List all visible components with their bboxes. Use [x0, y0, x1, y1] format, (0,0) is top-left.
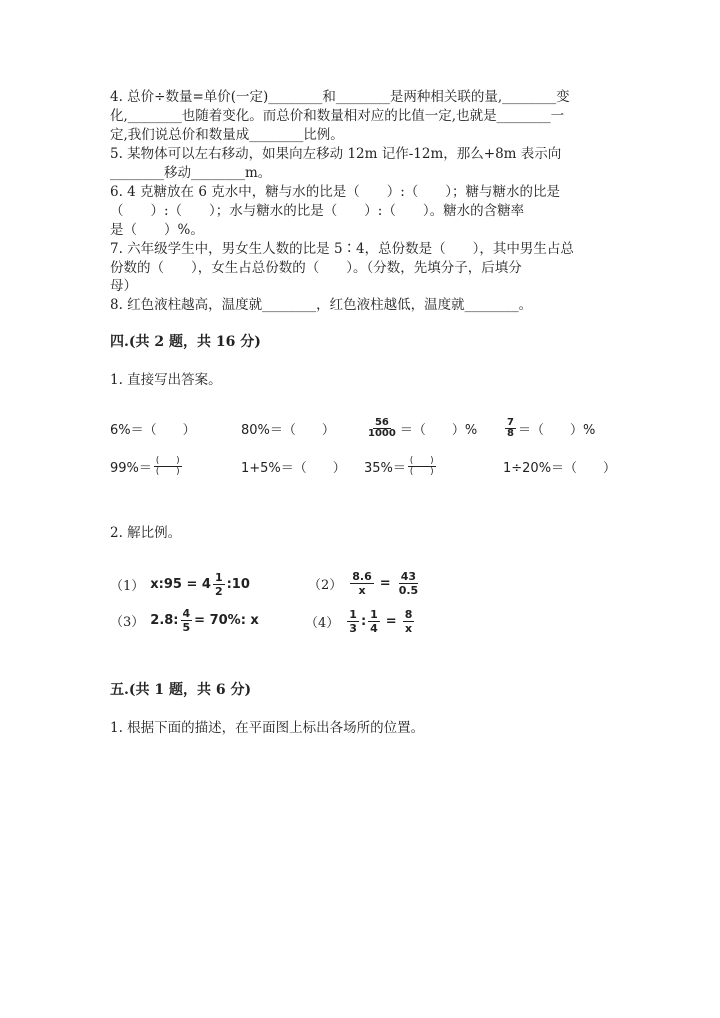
proportion-2: [308, 566, 422, 600]
answer-99-percent: [110, 452, 184, 480]
answer-6-percent: 6%＝（ ）: [110, 422, 196, 438]
proportion-1: [110, 570, 250, 598]
fraction-numerator: 43: [400, 569, 417, 583]
proportion-3: [110, 606, 259, 634]
fraction-numerator: 8: [404, 607, 413, 621]
answer-1-div-20-percent: 1÷20%＝（ ）: [503, 460, 617, 476]
fraction-numerator: 1: [214, 570, 223, 584]
fraction-denominator: 8: [507, 427, 514, 439]
fraction-denominator: 2: [214, 584, 223, 598]
answer-80-percent: 80%＝（ ）: [241, 422, 335, 438]
fraction-1-4: [368, 608, 380, 635]
fraction-denominator: 0.5: [398, 583, 419, 597]
fraction-denominator: x: [358, 583, 366, 597]
equals-sign: =: [385, 613, 397, 629]
fraction-numerator: ( ): [409, 455, 434, 466]
expression-left: x:95 = 4: [150, 576, 211, 592]
fraction-denominator: 4: [370, 621, 378, 635]
proportion-expression: [348, 570, 422, 597]
section-4-sub-1: 1. 直接写出答案。: [110, 372, 222, 388]
expression-left: 35%＝: [364, 460, 406, 476]
answer-56-over-1000: [364, 414, 477, 442]
q4-line-3: 定,我们说总价和数量成________比例。: [110, 127, 344, 143]
q6-line-3: 是（ ）%。: [110, 222, 204, 238]
proportion-expression: [150, 607, 259, 634]
proportion-expression: [345, 608, 416, 635]
q4-line-2: 化,________也随着变化。而总价和数量相对应的比值一定,也就是________一: [110, 108, 565, 124]
problem-label: （2）: [308, 577, 343, 593]
fraction-rest: ＝（ ）%: [517, 422, 596, 438]
expression-right: :10: [226, 576, 250, 592]
blank-fraction: [154, 456, 182, 477]
q6-line-1: 6. 4 克糖放在 6 克水中，糖与水的比是（ ）:（ ）；糖与糖水的比是: [110, 184, 561, 200]
fraction-denominator: 1000: [368, 427, 396, 439]
problem-label: （3）: [110, 614, 145, 630]
fraction-rest: ＝（ ）%: [399, 422, 478, 438]
fraction-8-6-over-x: [350, 570, 374, 597]
q8-line-1: 8. 红色液柱越高，温度就________，红色液柱越低，温度就________。: [110, 297, 533, 313]
fraction-56-1000: [366, 418, 398, 439]
fraction-numerator: 4: [182, 606, 191, 620]
fraction-numerator: ( ): [155, 455, 180, 466]
q5-line-2: ________移动________m。: [110, 165, 272, 181]
fraction-denominator: x: [404, 621, 413, 635]
answer-35-percent: [364, 452, 438, 480]
fraction-denominator: 5: [182, 620, 191, 634]
expression-right: = 70%: x: [194, 612, 259, 628]
q7-line-2: 份数的（ ），女生占总份数的（ ）。（分数，先填分子，后填分: [110, 260, 522, 276]
proportion-expression: [150, 571, 250, 598]
problem-label: （4）: [305, 615, 340, 631]
section-5-sub-1: 1. 根据下面的描述，在平面图上标出各场所的位置。: [110, 720, 425, 736]
answer-7-over-8: [503, 414, 595, 442]
section-4-sub-2: 2. 解比例。: [110, 525, 182, 541]
fraction-denominator: 3: [349, 621, 357, 635]
answer-1-plus-5-percent: 1+5%＝（ ）: [241, 460, 346, 476]
fraction-denominator: ( ): [409, 466, 434, 477]
problem-label: （1）: [110, 578, 145, 594]
q6-line-2: （ ）:（ ）；水与糖水的比是（ ）:（ ）。糖水的含糖率: [110, 203, 525, 219]
fraction-numerator: 7: [507, 416, 514, 428]
colon-sign: :: [360, 613, 367, 629]
fraction-4-5: [181, 607, 193, 634]
q5-line-1: 5. 某物体可以左右移动，如果向左移动 12m 记作-12m，那么+8m 表示向: [110, 146, 562, 162]
fraction-numerator: 1: [370, 607, 378, 621]
fraction-8-over-x: [403, 608, 415, 635]
proportion-4: [305, 604, 416, 638]
fraction-1-2: [213, 571, 225, 598]
q7-line-1: 7. 六年级学生中，男女生人数的比是 5∶4，总份数是（ ），其中男生占总: [110, 241, 574, 257]
section-5-title: 五.(共 1 题，共 6 分): [110, 682, 252, 698]
fraction-43-over-0-5: [397, 570, 421, 597]
fraction-7-8: [505, 418, 516, 439]
fraction-numerator: 56: [374, 416, 389, 428]
fraction-1-3: [347, 608, 359, 635]
expression-left: 2.8:: [150, 612, 179, 628]
fraction-denominator: ( ): [155, 466, 180, 477]
fraction-numerator: 1: [349, 607, 357, 621]
section-4-title: 四.(共 2 题，共 16 分): [110, 334, 261, 350]
q7-line-3: 母）: [110, 278, 137, 294]
blank-fraction: [408, 456, 436, 477]
equals-sign: =: [379, 575, 391, 591]
fraction-numerator: 8.6: [352, 569, 372, 583]
q4-line-1: 4. 总价÷数量=单价(一定)________和________是两种相关联的量,________变: [110, 89, 570, 105]
expression-left: 99%＝: [110, 460, 152, 476]
